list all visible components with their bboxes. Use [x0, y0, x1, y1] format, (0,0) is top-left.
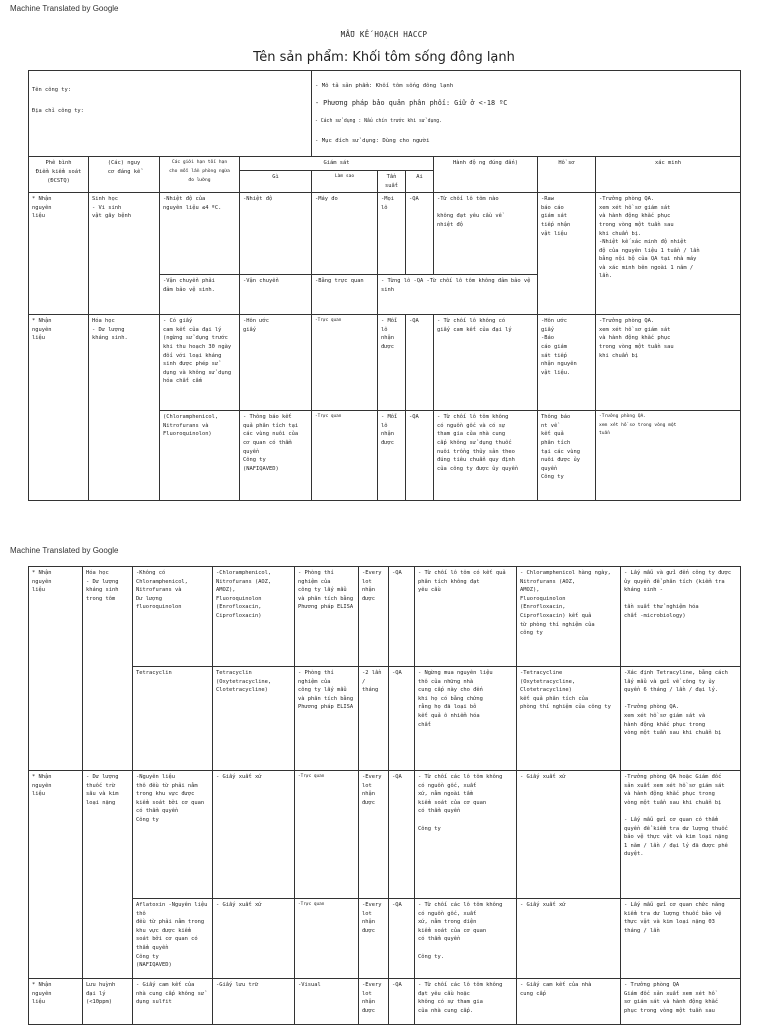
records-cell: -Raw báo cáo giám sát tiếp nhận vật liệu	[538, 193, 596, 315]
company-info	[29, 71, 312, 157]
what-cell: -Giấy lưu trữ	[213, 979, 295, 1025]
freq-cell: - Mỗi lô nhận được	[378, 315, 406, 411]
limits-cell: -Nguyên liệu thô đều từ phải nằm trong khu vực được kiểm soát bởi cơ quan có thẩm quyền Công ty	[133, 771, 213, 899]
how-cell: -Trực quan	[295, 899, 359, 979]
what-cell: - Giấy xuất xứ	[213, 899, 295, 979]
verify-cell: -Trưởng phòng QA hoặc Giám đốc sản xuất xem xét hồ sơ giám sát và hành động khắc phục trong vòng một tuần sau khi chuẩn bị - Lấy mẫu gửi cơ quan có thẩm quyền để kiểm tra dư lượng thuốc bảo vệ thực vật và kim loại nặng 1 năm / lần / đại lý đã được phê duyệt.	[621, 771, 741, 899]
freq-cell: -Every lot nhận được	[359, 899, 389, 979]
what-cell: - Giấy xuất xứ	[213, 771, 295, 899]
who-cell: -QA	[389, 771, 415, 899]
verify-cell: - Trưởng phòng QA Giám đốc sản xuất xem xét hồ sơ giám sát và hành động khắc phục trong vòng một tuần sau	[621, 979, 741, 1025]
freq-cell: - Mỗi lô nhận được	[378, 411, 406, 501]
who-cell: -QA	[389, 899, 415, 979]
header-ccp: Phê bình Điểm kiểm soát (ĐCSTQ)	[29, 157, 89, 193]
who-cell: -QA	[406, 315, 434, 411]
header-corrective: Hành độ ng đúng đắn)	[434, 157, 538, 193]
limits-cell: -Không có Chloramphenicol, Nitrofurans và Dư lượng fluoroquinolon	[133, 567, 213, 667]
corrective-cell: - Từ chối các lô tôm không có nguồn gốc, xuất xứ, nằm ngoài tầm kiểm soát của cơ quan có thẩm quyền Công ty	[415, 771, 517, 899]
who-cell: -QA	[389, 567, 415, 667]
machine-translated-label: Machine Translated by Google	[10, 4, 119, 13]
limits-cell: -Nhiệt độ của nguyên liệu ≤4 ºC.	[160, 193, 240, 275]
freq-cell: -Every lot nhận được	[359, 771, 389, 899]
verify-cell: - Lấy mẫu và gửi đến công ty được ủy quyền để phân tích (kiểm tra kháng sinh - tần suất thử nghiệm hóa chất -microbiology)	[621, 567, 741, 667]
freq-cell: -Every lot nhận được	[359, 567, 389, 667]
storage-method: - Phương pháp bảo quản phân phối: Giữ ở <-18 ºC	[315, 98, 508, 107]
limits-cell: Tetracyclin	[133, 667, 213, 771]
verify-cell: -Trưởng phòng QA. xem xét hồ sơ giám sát và hành động khắc phục trong vòng một tuần sau khi chuẩn bị	[596, 315, 741, 411]
who-cell: -QA	[406, 193, 434, 275]
how-cell: -Trực quan	[295, 771, 359, 899]
company-address-label: Địa chỉ công ty:	[32, 107, 84, 114]
header-how: Làm sao	[312, 170, 378, 192]
limits-cell: -Vận chuyển phải đảm bảo vệ sinh.	[160, 275, 240, 315]
machine-translated-label: Machine Translated by Google	[10, 546, 119, 555]
limits-cell: - Giấy cam kết của nhà cung cấp không sử dụng sulfit	[133, 979, 213, 1025]
limits-cell: Aflatoxin -Nguyên liệu thô đều từ phải nằm trong khu vực được kiểm soát bởi cơ quan có thẩm quyền Công ty (NAFIQAVED)	[133, 899, 213, 979]
how-cell: -Máy đo	[312, 193, 378, 275]
records-cell: - Giấy xuất xứ	[517, 899, 621, 979]
limits-cell: - Có giấy cam kết của đại lý (ngừng sử dụng trước khi thu hoạch 30 ngày đối với loại kháng sinh được phép sử dụng và không sử dụng hóa chất cấm	[160, 315, 240, 411]
ccp-cell: * Nhận nguyên liệu	[29, 315, 89, 501]
corrective-text: -Từ chối lô tôm không đảm bảo vệ sinh	[381, 278, 531, 293]
ccp-cell: * Nhận nguyên liệu	[29, 771, 83, 979]
company-name-label: Tên công ty:	[32, 86, 71, 93]
product-title: Tên sản phẩm: Khối tôm sống đông lạnh	[253, 50, 515, 65]
header-limits: Các giới hạn tối hạn cho mỗi lần phòng ngừa đo lường	[160, 157, 240, 193]
records-cell: - Giấy xuất xứ	[517, 771, 621, 899]
how-cell: - Phòng thí nghiệm của công ty lấy mẫu và phân tích bằng Phương pháp ELISA	[295, 567, 359, 667]
header-freq: Tần suất	[378, 170, 406, 192]
what-cell: -Vận chuyển	[240, 275, 312, 315]
verify-cell: - Lấy mẫu gửi cơ quan chức năng kiểm tra dư lượng thuốc bảo vệ thực vật và kim loại nặng 03 tháng / lần	[621, 899, 741, 979]
how-cell: -Trực quan	[312, 315, 378, 411]
limits-cell: (Chloramphenicol, Nitrofurans và Fluoroquinolon)	[160, 411, 240, 501]
header-who: Ai	[406, 170, 434, 192]
corrective-cell: - Ngừng mua nguyên liệu thô của những nhà cung cấp này cho đến khi họ có bằng chứng rằng họ đã loại bỏ kết quả ô nhiễm hóa chất	[415, 667, 517, 771]
how-cell: -Trực quan	[312, 411, 378, 501]
haccp-table-2	[28, 566, 740, 1025]
how-cell: - Phòng thí nghiệm của công ty lấy mẫu và phân tích bằng Phương pháp ELISA	[295, 667, 359, 771]
verify-cell: -Xác định Tetracyline, bằng cách lấy mẫu và gửi về công ty ủy quyền 6 tháng / lần / đại lý. -Trưởng phòng QA. xem xét hồ sơ giám sát và hành động khắc phục trong vòng một tuần sau khi chuẩn bị	[621, 667, 741, 771]
doc-title: MẪU KẾ HOẠCH HACCP	[340, 30, 428, 39]
hazard-cell: Sinh học - Vi sinh vật gây bệnh	[89, 193, 160, 315]
hazard-cell: Lưu huỳnh đại lý (<10ppm)	[83, 979, 133, 1025]
hazard-cell: Hóa học - Dư lượng kháng sinh trong tôm	[83, 567, 133, 771]
records-cell: -Hôn ước giấy -Báo cáo giám sát tiếp nhận nguyên vật liệu.	[538, 315, 596, 411]
freq-cell: -Every lot nhận được	[359, 979, 389, 1025]
header-monitoring: Giám sát	[240, 157, 434, 171]
ccp-cell: * Nhận nguyên liệu	[29, 193, 89, 315]
corrective-cell: -Từ chối lô tôm nào không đạt yêu cầu về nhiệt độ	[434, 193, 538, 275]
corrective-cell: - Từ chối lô tôm có kết quả phân tích không đạt yêu cầu	[415, 567, 517, 667]
header-records: Hồ sơ	[538, 157, 596, 193]
what-cell: -Nhiệt độ	[240, 193, 312, 275]
haccp-table-1	[28, 70, 740, 501]
freq-cell: - Từng lô	[381, 278, 411, 285]
hazard-cell: - Dư lượng thuốc trừ sâu và kim loại nặng	[83, 771, 133, 979]
usage: - Cách sử dụng : Nấu chín trước khi sử dụng.	[315, 118, 443, 124]
how-cell: -Bằng trực quan	[312, 275, 378, 315]
corrective-cell: - Từ chối lô tôm không có nguồn gốc và có sự tham gia của nhà cung cấp không sử dụng thuốc nuôi trồng thủy sản theo đúng tiêu chuẩn quy định của công ty được ủy quyền	[434, 411, 538, 501]
header-hazard: (Các) nguy cơ đáng kể	[89, 157, 160, 193]
what-cell: -Hôn ước giấy	[240, 315, 312, 411]
records-cell: - Giấy cam kết của nhà cung cấp	[517, 979, 621, 1025]
records-cell: -Tetracycline (Oxytetracycline, Clotetracycline) kết quả phân tích của phòng thí nghiệm của công ty	[517, 667, 621, 771]
records-cell: - Chloramphenicol hàng ngày, Nitrofurans (AOZ, AMOZ), Fluoroquinolon (Enrofloxacin, Ciprofloxacin) kết quả từ phòng thí nghiệm của công ty	[517, 567, 621, 667]
who-cell: -QA	[389, 667, 415, 771]
what-cell: - Thông báo kết quả phân tích tại các vùng nuôi của cơ quan có thẩm quyền Công ty (NAFIQAVED)	[240, 411, 312, 501]
verify-cell: -Trưởng phòng QA. xem xét hồ sơ giám sát và hành động khắc phục trong vòng một tuần sau khi chuẩn bị. -Nhiệt kế xác minh độ nhiệt độ của nguyên liệu 1 tuần / lần bằng nội bộ của QA tại nhà máy và xác minh bên ngoài 1 năm / lần.	[596, 193, 741, 315]
who-cell: -QA	[406, 411, 434, 501]
what-cell: Tetracyclin (Oxytetracycline, Clotetracycline)	[213, 667, 295, 771]
corrective-cell: - Từ chối các lô tôm không đạt yêu cầu hoặc không có sự tham gia của nhà cung cấp.	[415, 979, 517, 1025]
records-cell: Thông báo nt về kết quả phân tích tại các vùng nuôi được ủy quyền Công ty	[538, 411, 596, 501]
corrective-cell: - Từ chối các lô tôm không có nguồn gốc, xuất xứ, nằm trong diện kiểm soát của cơ quan có thẩm quyền Công ty.	[415, 899, 517, 979]
corrective-cell: - Từ chối lô không có giấy cam kết của đại lý	[434, 315, 538, 411]
product-info	[312, 71, 741, 157]
how-cell: -Visual	[295, 979, 359, 1025]
who-cell: -QA	[413, 278, 424, 285]
verify-cell: -Trưởng phòng QA. xem xét hồ sơ trong vòng một tuần	[596, 411, 741, 501]
hazard-cell: Hóa học - Dư lượng kháng sinh.	[89, 315, 160, 501]
header-verify: xác minh	[596, 157, 741, 193]
header-what: Gì	[240, 170, 312, 192]
ccp-cell: * Nhận nguyên liệu	[29, 979, 83, 1025]
intended-use: - Mục đích sử dụng: Dùng cho người	[315, 138, 430, 145]
ccp-cell: * Nhận nguyên liệu	[29, 567, 83, 771]
who-cell: -QA	[389, 979, 415, 1025]
what-cell: -Chloramphenicol, Nitrofurans (AOZ, AMOZ), Fluoroquinolon (Enrofloxacin, Ciprofloxacin)	[213, 567, 295, 667]
freq-cell: -2 lần / tháng	[359, 667, 389, 771]
product-description: - Mô tả sản phẩm: Khối tôm sống đông lạnh	[315, 82, 454, 89]
freq-cell: -Mọi lô	[378, 193, 406, 275]
corrective-cell	[378, 275, 538, 315]
